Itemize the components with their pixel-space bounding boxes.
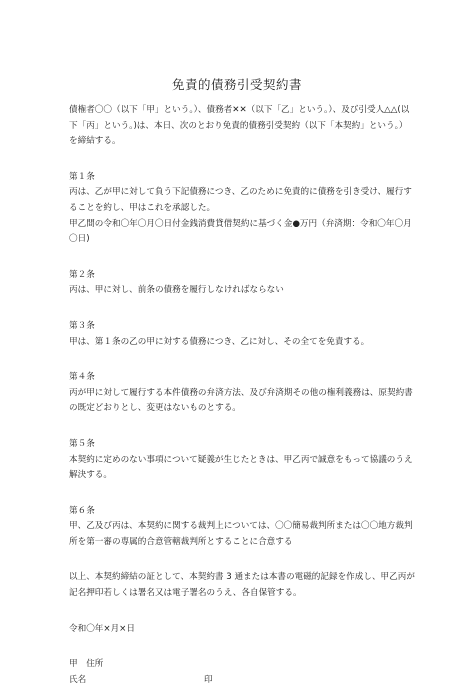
article-4-paragraph-1: 丙が甲に対して履行する本件債務の弁済方法、及び弁済期その他の権利義務は、原契約書の既定どおりとし、変更はないものとする。 <box>69 387 413 414</box>
article-1-heading: 第１条 <box>69 171 95 182</box>
article-6-paragraph-1: 甲、乙及び丙は、本契約に関する裁判上については、〇〇簡易裁判所または〇〇地方裁判所を第一審の専属的合意管轄裁判所とすることに合意する <box>69 521 413 547</box>
closing-statement: 以上、本契約締結の証として、本契約書 3 通または本書の電磁的記録を作成し、甲乙丙が記名押印若しくは署名又は電子署名のうえ、各自保管する。 <box>69 572 415 599</box>
article-4-heading: 第４条 <box>69 372 95 383</box>
document-title: 免責的債務引受契約書 <box>171 77 302 92</box>
signature-name-label: 氏名 <box>69 674 87 685</box>
article-5-heading: 第５条 <box>69 438 95 449</box>
signature-party-address: 甲 住所 <box>69 659 104 670</box>
article-2-heading: 第２条 <box>69 269 95 280</box>
preamble: 債権者〇〇（以下「甲」という。）、債務者✕✕（以下「乙」という。）、及び引受人△△(以下「丙」という。)は、本日、次のとおり免責的債務引受契約（以下「本契約」という。）を締結する。 <box>69 105 410 147</box>
contract-date: 令和〇年×月×日 <box>69 623 135 634</box>
document-body <box>69 103 415 688</box>
article-1-paragraph-1: 丙は、乙が甲に対して負う下記債務につき、乙のために免責的に債務を引き受け、履行することを約し、甲はこれを承認した。 <box>69 187 412 213</box>
article-2-paragraph-1: 丙は、甲に対し、前条の債務を履行しなければならない <box>69 285 284 296</box>
article-5-paragraph-1: 本契約に定めのない事項について疑義が生じたときは、甲乙丙で誠意をもって協議のうえ解決する。 <box>69 454 413 481</box>
article-1-paragraph-2: 甲乙間の令和〇年〇月〇日付金銭消費貸借契約に基づく金●万円（弁済期：令和〇年〇月〇日) <box>69 218 412 245</box>
signature-stamp-label: 印 <box>204 674 213 685</box>
article-3-paragraph-1: 甲は、第１条の乙の甲に対する債務につき、乙に対し、その全てを免責する。 <box>69 336 370 347</box>
article-6-heading: 第６条 <box>69 505 95 516</box>
signature-name-row <box>69 673 415 688</box>
article-3-heading: 第３条 <box>69 320 95 331</box>
